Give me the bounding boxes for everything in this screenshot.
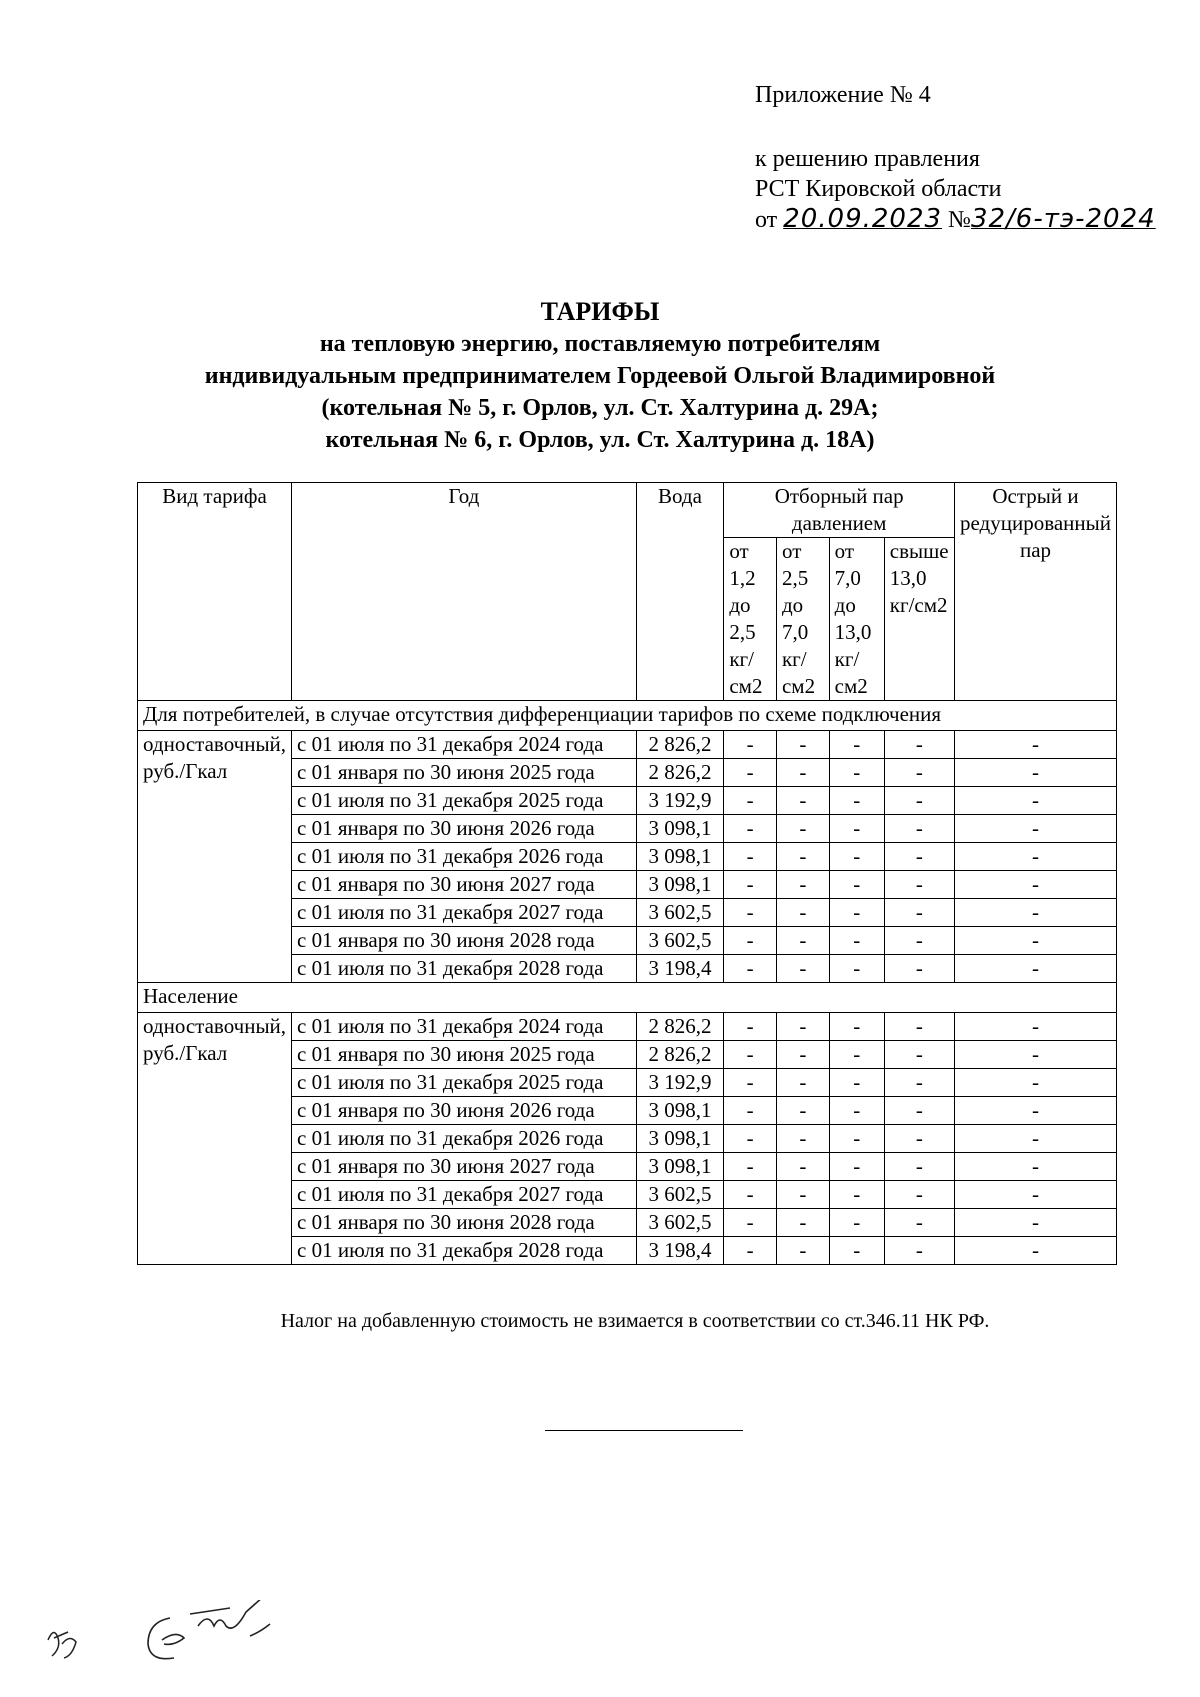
steam-4-cell: -	[884, 1125, 954, 1153]
live-steam-cell: -	[954, 787, 1116, 815]
period-cell: с 01 января по 30 июня 2027 года	[292, 1153, 637, 1181]
water-value-cell: 3 098,1	[636, 1153, 724, 1181]
steam-2-cell: -	[776, 1125, 829, 1153]
document-title: ТАРИФЫ	[540, 297, 660, 326]
live-steam-cell: -	[954, 1097, 1116, 1125]
steam-2-cell: -	[776, 871, 829, 899]
closing-rule	[545, 1430, 743, 1431]
period-cell: с 01 января по 30 июня 2028 года	[292, 1209, 637, 1237]
steam-4-cell: -	[884, 1097, 954, 1125]
table-body	[138, 701, 1117, 1265]
header-year: Год	[292, 483, 637, 701]
live-steam-cell: -	[954, 1153, 1116, 1181]
steam-2-cell: -	[776, 1041, 829, 1069]
header-steam-2: от 2,5 до 7,0 кг/см2	[776, 538, 829, 701]
live-steam-cell: -	[954, 1125, 1116, 1153]
steam-3-cell: -	[829, 955, 884, 983]
live-steam-cell: -	[954, 1209, 1116, 1237]
steam-2-cell: -	[776, 899, 829, 927]
steam-2-cell: -	[776, 1013, 829, 1041]
period-cell: с 01 января по 30 июня 2026 года	[292, 1097, 637, 1125]
period-cell: с 01 июля по 31 декабря 2027 года	[292, 1181, 637, 1209]
period-cell: с 01 июля по 31 декабря 2025 года	[292, 1069, 637, 1097]
authority-line: РСТ Кировской области	[755, 176, 1002, 202]
period-cell: с 01 июля по 31 декабря 2025 года	[292, 787, 637, 815]
steam-3-cell: -	[829, 787, 884, 815]
live-steam-cell: -	[954, 1237, 1116, 1265]
header-live-steam: Острый и редуцированный пар	[954, 483, 1116, 701]
water-value-cell: 2 826,2	[636, 731, 724, 759]
decision-date: 20.09.2023	[783, 204, 943, 234]
steam-3-cell: -	[829, 759, 884, 787]
header-steam-3: от 7,0 до 13,0 кг/см2	[829, 538, 884, 701]
steam-4-cell: -	[884, 731, 954, 759]
steam-1-cell: -	[724, 731, 777, 759]
signature-image	[40, 1600, 330, 1670]
steam-1-cell: -	[724, 927, 777, 955]
table-row	[138, 731, 1117, 759]
number-label: №	[948, 207, 971, 233]
period-cell: с 01 января по 30 июня 2025 года	[292, 759, 637, 787]
live-steam-cell: -	[954, 1041, 1116, 1069]
steam-2-cell: -	[776, 787, 829, 815]
tariff-table	[137, 482, 1117, 1265]
water-value-cell: 3 198,4	[636, 1237, 724, 1265]
table-row	[138, 1013, 1117, 1041]
steam-3-cell: -	[829, 1069, 884, 1097]
period-cell: с 01 июля по 31 декабря 2028 года	[292, 1237, 637, 1265]
appendix-block	[755, 80, 1156, 235]
steam-3-cell: -	[829, 731, 884, 759]
tariff-type-cell: одноставочный, руб./Гкал	[138, 731, 292, 983]
steam-1-cell: -	[724, 1181, 777, 1209]
date-number-line	[755, 204, 1156, 235]
steam-3-cell: -	[829, 1181, 884, 1209]
steam-3-cell: -	[829, 815, 884, 843]
steam-3-cell: -	[829, 899, 884, 927]
appendix-number: Приложение № 4	[755, 82, 931, 108]
steam-1-cell: -	[724, 871, 777, 899]
steam-4-cell: -	[884, 1237, 954, 1265]
steam-2-cell: -	[776, 1181, 829, 1209]
steam-1-cell: -	[724, 759, 777, 787]
steam-1-cell: -	[724, 815, 777, 843]
water-value-cell: 2 826,2	[636, 759, 724, 787]
steam-3-cell: -	[829, 1209, 884, 1237]
water-value-cell: 3 602,5	[636, 1181, 724, 1209]
water-value-cell: 3 198,4	[636, 955, 724, 983]
steam-4-cell: -	[884, 1209, 954, 1237]
period-cell: с 01 января по 30 июня 2027 года	[292, 871, 637, 899]
table-header	[138, 483, 1117, 701]
period-cell: с 01 января по 30 июня 2028 года	[292, 927, 637, 955]
period-cell: с 01 июля по 31 декабря 2028 года	[292, 955, 637, 983]
live-steam-cell: -	[954, 759, 1116, 787]
period-cell: с 01 января по 30 июня 2025 года	[292, 1041, 637, 1069]
header-tariff-type: Вид тарифа	[138, 483, 292, 701]
decision-number: 32/6-тэ-2024	[970, 204, 1156, 234]
decision-line: к решению правления	[755, 146, 980, 172]
water-value-cell: 3 192,9	[636, 1069, 724, 1097]
water-value-cell: 3 192,9	[636, 787, 724, 815]
steam-2-cell: -	[776, 1069, 829, 1097]
header-steam-group: Отборный пар давлением	[724, 483, 955, 538]
steam-2-cell: -	[776, 731, 829, 759]
steam-1-cell: -	[724, 955, 777, 983]
from-label: от	[755, 207, 778, 233]
tariff-type-cell: одноставочный, руб./Гкал	[138, 1013, 292, 1265]
live-steam-cell: -	[954, 927, 1116, 955]
period-cell: с 01 июля по 31 декабря 2024 года	[292, 1013, 637, 1041]
steam-3-cell: -	[829, 1125, 884, 1153]
steam-4-cell: -	[884, 871, 954, 899]
steam-1-cell: -	[724, 1041, 777, 1069]
live-steam-cell: -	[954, 1069, 1116, 1097]
period-cell: с 01 июля по 31 декабря 2026 года	[292, 843, 637, 871]
steam-3-cell: -	[829, 1237, 884, 1265]
steam-4-cell: -	[884, 759, 954, 787]
steam-1-cell: -	[724, 1237, 777, 1265]
steam-4-cell: -	[884, 899, 954, 927]
steam-1-cell: -	[724, 843, 777, 871]
live-steam-cell: -	[954, 871, 1116, 899]
steam-4-cell: -	[884, 1069, 954, 1097]
water-value-cell: 3 098,1	[636, 815, 724, 843]
steam-4-cell: -	[884, 787, 954, 815]
live-steam-cell: -	[954, 815, 1116, 843]
period-cell: с 01 января по 30 июня 2026 года	[292, 815, 637, 843]
steam-1-cell: -	[724, 787, 777, 815]
steam-2-cell: -	[776, 759, 829, 787]
water-value-cell: 3 602,5	[636, 1209, 724, 1237]
water-value-cell: 3 602,5	[636, 927, 724, 955]
header-water: Вода	[636, 483, 724, 701]
steam-1-cell: -	[724, 1125, 777, 1153]
section-header: Для потребителей, в случае отсутствия дифференциации тарифов по схеме подключения	[138, 701, 1117, 731]
steam-4-cell: -	[884, 955, 954, 983]
steam-2-cell: -	[776, 843, 829, 871]
water-value-cell: 2 826,2	[636, 1041, 724, 1069]
steam-1-cell: -	[724, 1097, 777, 1125]
section-header: Население	[138, 983, 1117, 1013]
steam-1-cell: -	[724, 1069, 777, 1097]
vat-footnote: Налог на добавленную стоимость не взимается в соответствии со ст.346.11 НК РФ.	[280, 1310, 990, 1332]
live-steam-cell: -	[954, 1013, 1116, 1041]
live-steam-cell: -	[954, 899, 1116, 927]
heading-line-1: на тепловую энергию, поставляемую потребителям	[319, 331, 881, 357]
steam-4-cell: -	[884, 815, 954, 843]
decision-reference	[755, 144, 1156, 235]
period-cell: с 01 июля по 31 декабря 2026 года	[292, 1125, 637, 1153]
water-value-cell: 2 826,2	[636, 1013, 724, 1041]
water-value-cell: 3 098,1	[636, 843, 724, 871]
steam-2-cell: -	[776, 1209, 829, 1237]
steam-3-cell: -	[829, 927, 884, 955]
document-heading	[0, 296, 1200, 456]
steam-1-cell: -	[724, 1153, 777, 1181]
steam-3-cell: -	[829, 1153, 884, 1181]
steam-1-cell: -	[724, 1013, 777, 1041]
steam-2-cell: -	[776, 1237, 829, 1265]
steam-3-cell: -	[829, 843, 884, 871]
steam-3-cell: -	[829, 1013, 884, 1041]
steam-3-cell: -	[829, 1097, 884, 1125]
water-value-cell: 3 098,1	[636, 1097, 724, 1125]
period-cell: с 01 июля по 31 декабря 2027 года	[292, 899, 637, 927]
heading-line-3: (котельная № 5, г. Орлов, ул. Ст. Халтурина д. 29А;	[321, 395, 879, 421]
steam-4-cell: -	[884, 1013, 954, 1041]
steam-2-cell: -	[776, 815, 829, 843]
heading-line-2: индивидуальным предпринимателем Гордеевой Ольгой Владимировной	[204, 363, 996, 389]
steam-4-cell: -	[884, 927, 954, 955]
period-cell: с 01 июля по 31 декабря 2024 года	[292, 731, 637, 759]
steam-2-cell: -	[776, 927, 829, 955]
steam-3-cell: -	[829, 871, 884, 899]
steam-2-cell: -	[776, 1153, 829, 1181]
steam-1-cell: -	[724, 1209, 777, 1237]
water-value-cell: 3 602,5	[636, 899, 724, 927]
steam-4-cell: -	[884, 1153, 954, 1181]
live-steam-cell: -	[954, 1181, 1116, 1209]
steam-3-cell: -	[829, 1041, 884, 1069]
live-steam-cell: -	[954, 955, 1116, 983]
heading-line-4: котельная № 6, г. Орлов, ул. Ст. Халтурина д. 18А)	[325, 427, 875, 453]
water-value-cell: 3 098,1	[636, 871, 724, 899]
steam-4-cell: -	[884, 843, 954, 871]
steam-4-cell: -	[884, 1181, 954, 1209]
header-steam-4: свыше 13,0 кг/см2	[884, 538, 954, 701]
steam-4-cell: -	[884, 1041, 954, 1069]
steam-2-cell: -	[776, 1097, 829, 1125]
steam-1-cell: -	[724, 899, 777, 927]
live-steam-cell: -	[954, 731, 1116, 759]
steam-2-cell: -	[776, 955, 829, 983]
header-steam-1: от 1,2 до 2,5 кг/см2	[724, 538, 777, 701]
water-value-cell: 3 098,1	[636, 1125, 724, 1153]
live-steam-cell: -	[954, 843, 1116, 871]
